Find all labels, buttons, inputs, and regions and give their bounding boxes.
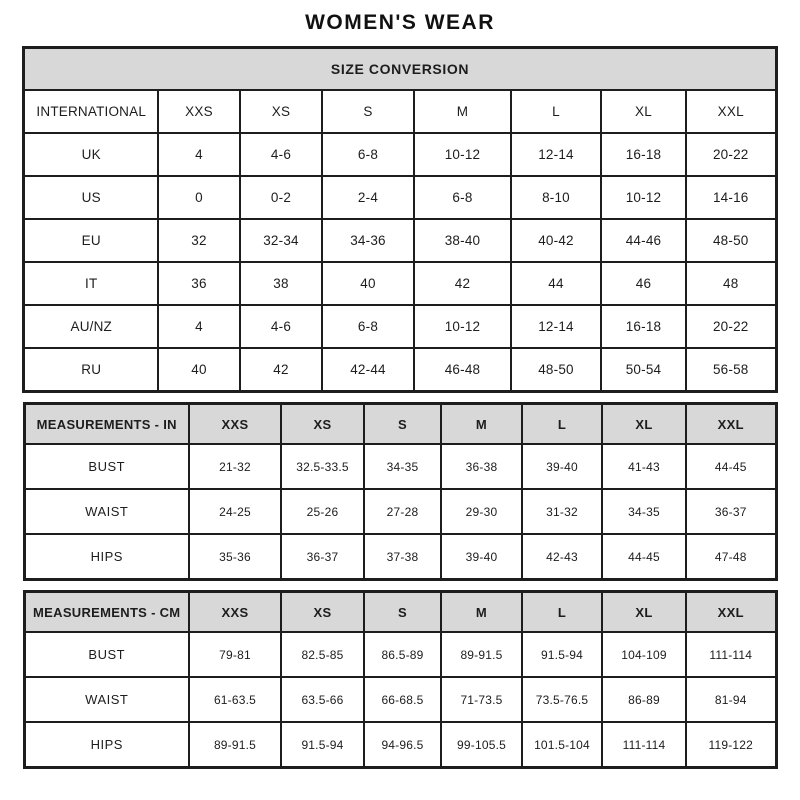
measurement-cell: 86.5-89 xyxy=(364,632,441,677)
column-header-xxs: XXS xyxy=(189,592,281,633)
measurement-cell: 36-37 xyxy=(686,489,776,534)
column-header-xl: XL xyxy=(602,592,686,633)
measurements-cm-header: MEASUREMENTS - CM xyxy=(24,592,189,633)
table-row-ru xyxy=(24,348,776,392)
size-cell: 12-14 xyxy=(511,305,601,348)
row-label: HIPS xyxy=(24,722,189,768)
column-header-international: INTERNATIONAL xyxy=(24,90,158,133)
size-cell: 4-6 xyxy=(240,133,322,176)
measurement-cell: 104-109 xyxy=(602,632,686,677)
column-header-xxl: XXL xyxy=(686,404,776,445)
size-cell: 10-12 xyxy=(601,176,686,219)
table-row xyxy=(24,90,776,133)
size-cell: 8-10 xyxy=(511,176,601,219)
measurement-cell: 32.5-33.5 xyxy=(281,444,364,489)
size-cell: 32-34 xyxy=(240,219,322,262)
size-cell: 48-50 xyxy=(686,219,776,262)
size-conversion-header: SIZE CONVERSION xyxy=(24,48,776,91)
measurement-cell: 47-48 xyxy=(686,534,776,580)
size-cell: 48 xyxy=(686,262,776,305)
column-header-xl: XL xyxy=(602,404,686,445)
column-header-xxs: XXS xyxy=(189,404,281,445)
size-cell: 40-42 xyxy=(511,219,601,262)
size-cell: 32 xyxy=(158,219,240,262)
column-header-l: L xyxy=(511,90,601,133)
table-row-waist xyxy=(24,489,776,534)
measurement-cell: 91.5-94 xyxy=(281,722,364,768)
measurements-in-header: MEASUREMENTS - IN xyxy=(24,404,189,445)
column-header-m: M xyxy=(441,592,522,633)
size-conversion-table xyxy=(22,46,777,393)
size-cell: 42-44 xyxy=(322,348,414,392)
size-cell: 6-8 xyxy=(322,133,414,176)
measurement-cell: 34-35 xyxy=(602,489,686,534)
measurement-cell: 36-38 xyxy=(441,444,522,489)
measurement-cell: 37-38 xyxy=(364,534,441,580)
size-cell: 20-22 xyxy=(686,133,776,176)
row-label: BUST xyxy=(24,632,189,677)
row-label: WAIST xyxy=(24,489,189,534)
column-header-xxs: XXS xyxy=(158,90,240,133)
size-cell: 4-6 xyxy=(240,305,322,348)
measurement-cell: 89-91.5 xyxy=(441,632,522,677)
size-cell: 46 xyxy=(601,262,686,305)
row-label: RU xyxy=(24,348,158,392)
measurement-cell: 39-40 xyxy=(441,534,522,580)
table-row-hips xyxy=(24,722,776,768)
size-cell: 46-48 xyxy=(414,348,511,392)
measurement-cell: 39-40 xyxy=(522,444,602,489)
measurement-cell: 99-105.5 xyxy=(441,722,522,768)
column-header-xxl: XXL xyxy=(686,592,776,633)
size-cell: 48-50 xyxy=(511,348,601,392)
row-label: BUST xyxy=(24,444,189,489)
table-row xyxy=(24,592,776,633)
size-cell: 2-4 xyxy=(322,176,414,219)
measurement-cell: 31-32 xyxy=(522,489,602,534)
measurement-cell: 63.5-66 xyxy=(281,677,364,722)
size-cell: 16-18 xyxy=(601,133,686,176)
measurement-cell: 82.5-85 xyxy=(281,632,364,677)
row-label: HIPS xyxy=(24,534,189,580)
size-cell: 16-18 xyxy=(601,305,686,348)
size-cell: 40 xyxy=(158,348,240,392)
size-cell: 10-12 xyxy=(414,305,511,348)
measurement-cell: 41-43 xyxy=(602,444,686,489)
measurements-in-table xyxy=(23,402,778,581)
table-row-eu xyxy=(24,219,776,262)
page-title: WOMEN'S WEAR xyxy=(305,11,495,34)
table-row-waist xyxy=(24,677,776,722)
measurement-cell: 101.5-104 xyxy=(522,722,602,768)
row-label: WAIST xyxy=(24,677,189,722)
table-row-bust xyxy=(24,632,776,677)
measurement-cell: 35-36 xyxy=(189,534,281,580)
measurement-cell: 81-94 xyxy=(686,677,776,722)
column-header-s: S xyxy=(322,90,414,133)
measurements-cm-table xyxy=(23,590,778,769)
table-row-aunz xyxy=(24,305,776,348)
measurement-cell: 111-114 xyxy=(602,722,686,768)
size-cell: 44-46 xyxy=(601,219,686,262)
size-cell: 12-14 xyxy=(511,133,601,176)
size-cell: 20-22 xyxy=(686,305,776,348)
size-cell: 38 xyxy=(240,262,322,305)
size-cell: 4 xyxy=(158,133,240,176)
measurement-cell: 86-89 xyxy=(602,677,686,722)
measurement-cell: 119-122 xyxy=(686,722,776,768)
size-cell: 4 xyxy=(158,305,240,348)
measurement-cell: 71-73.5 xyxy=(441,677,522,722)
column-header-s: S xyxy=(364,404,441,445)
measurement-cell: 44-45 xyxy=(686,444,776,489)
measurement-cell: 111-114 xyxy=(686,632,776,677)
row-label: AU/NZ xyxy=(24,305,158,348)
row-label: IT xyxy=(24,262,158,305)
measurement-cell: 44-45 xyxy=(602,534,686,580)
table-row-it xyxy=(24,262,776,305)
row-label: UK xyxy=(24,133,158,176)
table-row xyxy=(24,404,776,445)
size-cell: 14-16 xyxy=(686,176,776,219)
measurement-cell: 94-96.5 xyxy=(364,722,441,768)
size-cell: 42 xyxy=(240,348,322,392)
size-cell: 6-8 xyxy=(322,305,414,348)
row-label: EU xyxy=(24,219,158,262)
column-header-xs: XS xyxy=(240,90,322,133)
measurement-cell: 89-91.5 xyxy=(189,722,281,768)
column-header-l: L xyxy=(522,592,602,633)
table-row-bust xyxy=(24,444,776,489)
measurement-cell: 34-35 xyxy=(364,444,441,489)
size-cell: 34-36 xyxy=(322,219,414,262)
size-cell: 0 xyxy=(158,176,240,219)
column-header-l: L xyxy=(522,404,602,445)
size-cell: 56-58 xyxy=(686,348,776,392)
column-header-xs: XS xyxy=(281,404,364,445)
measurement-cell: 27-28 xyxy=(364,489,441,534)
size-cell: 36 xyxy=(158,262,240,305)
measurement-cell: 73.5-76.5 xyxy=(522,677,602,722)
size-cell: 10-12 xyxy=(414,133,511,176)
column-header-m: M xyxy=(414,90,511,133)
table-row-us xyxy=(24,176,776,219)
row-label: US xyxy=(24,176,158,219)
measurement-cell: 66-68.5 xyxy=(364,677,441,722)
column-header-xl: XL xyxy=(601,90,686,133)
measurement-cell: 25-26 xyxy=(281,489,364,534)
measurement-cell: 21-32 xyxy=(189,444,281,489)
measurement-cell: 36-37 xyxy=(281,534,364,580)
measurement-cell: 24-25 xyxy=(189,489,281,534)
size-cell: 50-54 xyxy=(601,348,686,392)
size-cell: 44 xyxy=(511,262,601,305)
size-cell: 38-40 xyxy=(414,219,511,262)
column-header-m: M xyxy=(441,404,522,445)
size-cell: 0-2 xyxy=(240,176,322,219)
column-header-s: S xyxy=(364,592,441,633)
column-header-xxl: XXL xyxy=(686,90,776,133)
table-row-hips xyxy=(24,534,776,580)
measurement-cell: 61-63.5 xyxy=(189,677,281,722)
measurement-cell: 29-30 xyxy=(441,489,522,534)
size-cell: 40 xyxy=(322,262,414,305)
measurement-cell: 79-81 xyxy=(189,632,281,677)
table-row xyxy=(24,48,776,91)
measurement-cell: 91.5-94 xyxy=(522,632,602,677)
column-header-xs: XS xyxy=(281,592,364,633)
size-cell: 6-8 xyxy=(414,176,511,219)
size-cell: 42 xyxy=(414,262,511,305)
table-row-uk xyxy=(24,133,776,176)
measurement-cell: 42-43 xyxy=(522,534,602,580)
